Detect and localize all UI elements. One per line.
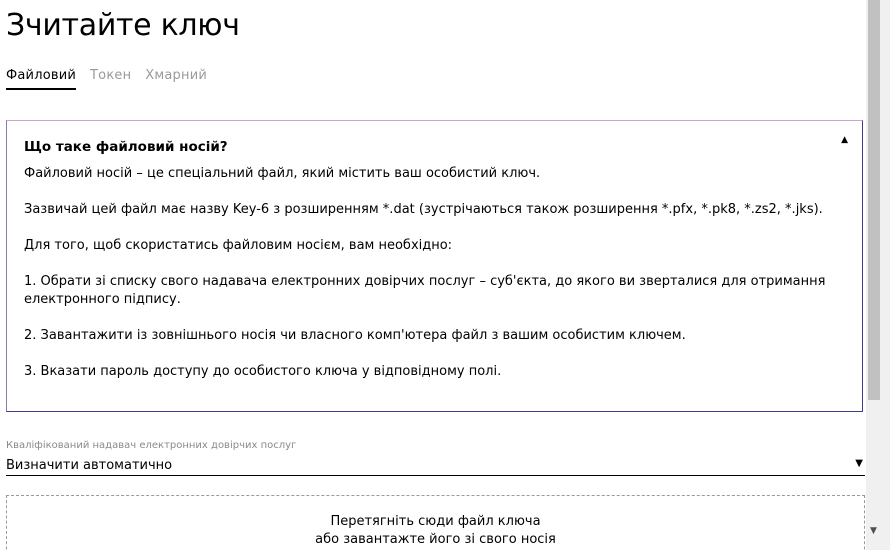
tab-file[interactable]: Файловий <box>6 68 76 90</box>
provider-select-value: Визначити автоматично <box>6 458 173 473</box>
dropzone-upload-text: або завантажте його зі свого носія <box>315 532 556 547</box>
file-carrier-info-panel <box>6 120 863 412</box>
info-step-1: 1. Обрати зі списку свого надавача електронних довірчих послуг – суб'єкта, до якого ви зверталися для отримання електронного підпису. <box>24 274 826 307</box>
info-paragraph: Для того, щоб скористатись файловим носієм, вам необхідно: <box>24 238 453 253</box>
dropzone-text: Перетягніть сюди файл ключа <box>330 514 541 529</box>
scroll-down-arrow-icon[interactable]: ▼ <box>870 526 877 536</box>
provider-field-label: Кваліфікований надавач електронних довірчих послуг <box>6 440 297 451</box>
info-step-2: 2. Завантажити із зовнішнього носія чи власного комп'ютера файл з вашим особистим ключем. <box>24 328 686 343</box>
key-file-dropzone[interactable] <box>6 495 865 550</box>
info-step-3: 3. Вказати пароль доступу до особистого ключа у відповідному полі. <box>24 364 502 379</box>
page-title: Зчитайте ключ <box>6 8 240 43</box>
provider-select[interactable] <box>6 456 865 476</box>
collapse-arrow-icon[interactable]: ▲ <box>841 135 848 145</box>
key-type-tabs <box>6 68 221 90</box>
dropdown-arrow-icon: ▼ <box>855 458 863 469</box>
info-panel-body <box>24 165 844 399</box>
tab-token[interactable]: Токен <box>90 68 132 83</box>
tab-cloud[interactable]: Хмарний <box>145 68 208 83</box>
info-paragraph: Файловий носій – це спеціальний файл, який містить ваш особистий ключ. <box>24 166 541 181</box>
info-panel-title[interactable]: Що таке файловий носій? <box>24 139 228 155</box>
scrollbar-thumb[interactable] <box>868 0 880 400</box>
vertical-scrollbar[interactable] <box>866 0 890 550</box>
info-paragraph: Зазвичай цей файл має назву Key-6 з розширенням *.dat (зустрічаються також розширення *.pfx, *.pk8, *.zs2, *.jks). <box>24 202 823 217</box>
